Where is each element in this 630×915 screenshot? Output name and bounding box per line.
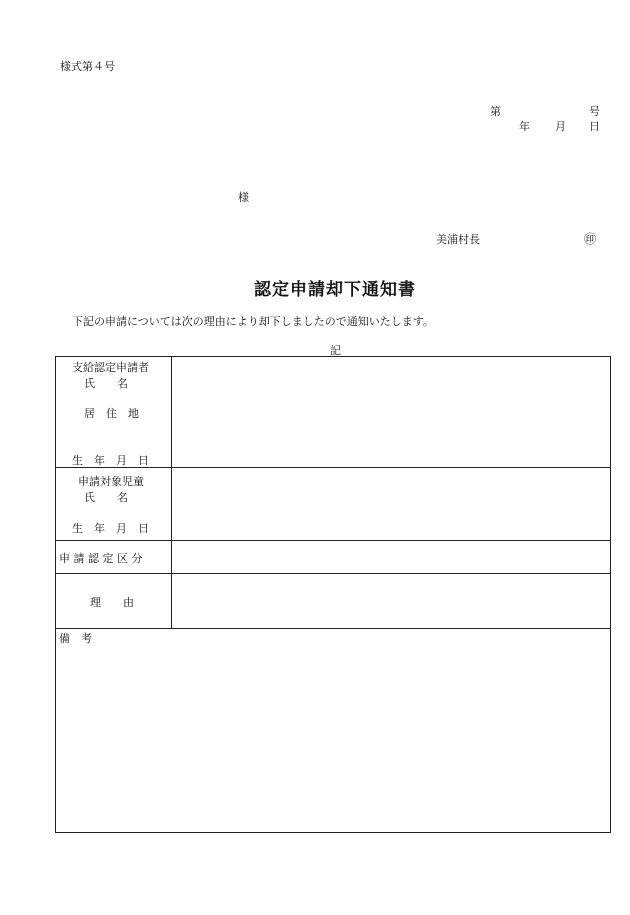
notice-table <box>55 356 611 833</box>
date-day-label: 日 <box>589 120 600 133</box>
child-header: 申請対象児童 <box>78 475 144 488</box>
date-year-label: 年 <box>519 120 530 133</box>
applicant-header: 支給認定申請者 <box>72 361 149 374</box>
intro-text: 下記の申請については次の理由により却下しましたので通知いたします。 <box>72 315 434 328</box>
row-divider-child <box>56 540 610 541</box>
reason-label: 理 由 <box>90 596 134 609</box>
addressee-honorific: 様 <box>238 191 249 204</box>
applicant-birth-label: 生 年 月 日 <box>72 454 149 467</box>
remarks-label: 備 考 <box>59 632 92 645</box>
applicant-name-label: 氏 名 <box>84 377 128 390</box>
document-title: 認定申請却下通知書 <box>254 280 416 300</box>
form-number: 様式第４号 <box>60 60 115 73</box>
child-birth-label: 生 年 月 日 <box>72 522 149 535</box>
column-divider <box>171 357 172 628</box>
document-number-suffix: 号 <box>589 105 600 118</box>
row-divider-category <box>56 573 610 574</box>
child-name-label: 氏 名 <box>84 491 128 504</box>
date-month-label: 月 <box>555 120 566 133</box>
issuer-name: 美浦村長 <box>436 233 480 246</box>
applicant-address-label: 居 住 地 <box>84 407 139 420</box>
ki-label: 記 <box>330 344 341 357</box>
row-divider-reason <box>56 628 610 629</box>
category-label: 申 請 認 定 区 分 <box>59 552 143 565</box>
seal-mark: ㊞ <box>584 232 597 246</box>
document-number-prefix: 第 <box>490 105 501 118</box>
